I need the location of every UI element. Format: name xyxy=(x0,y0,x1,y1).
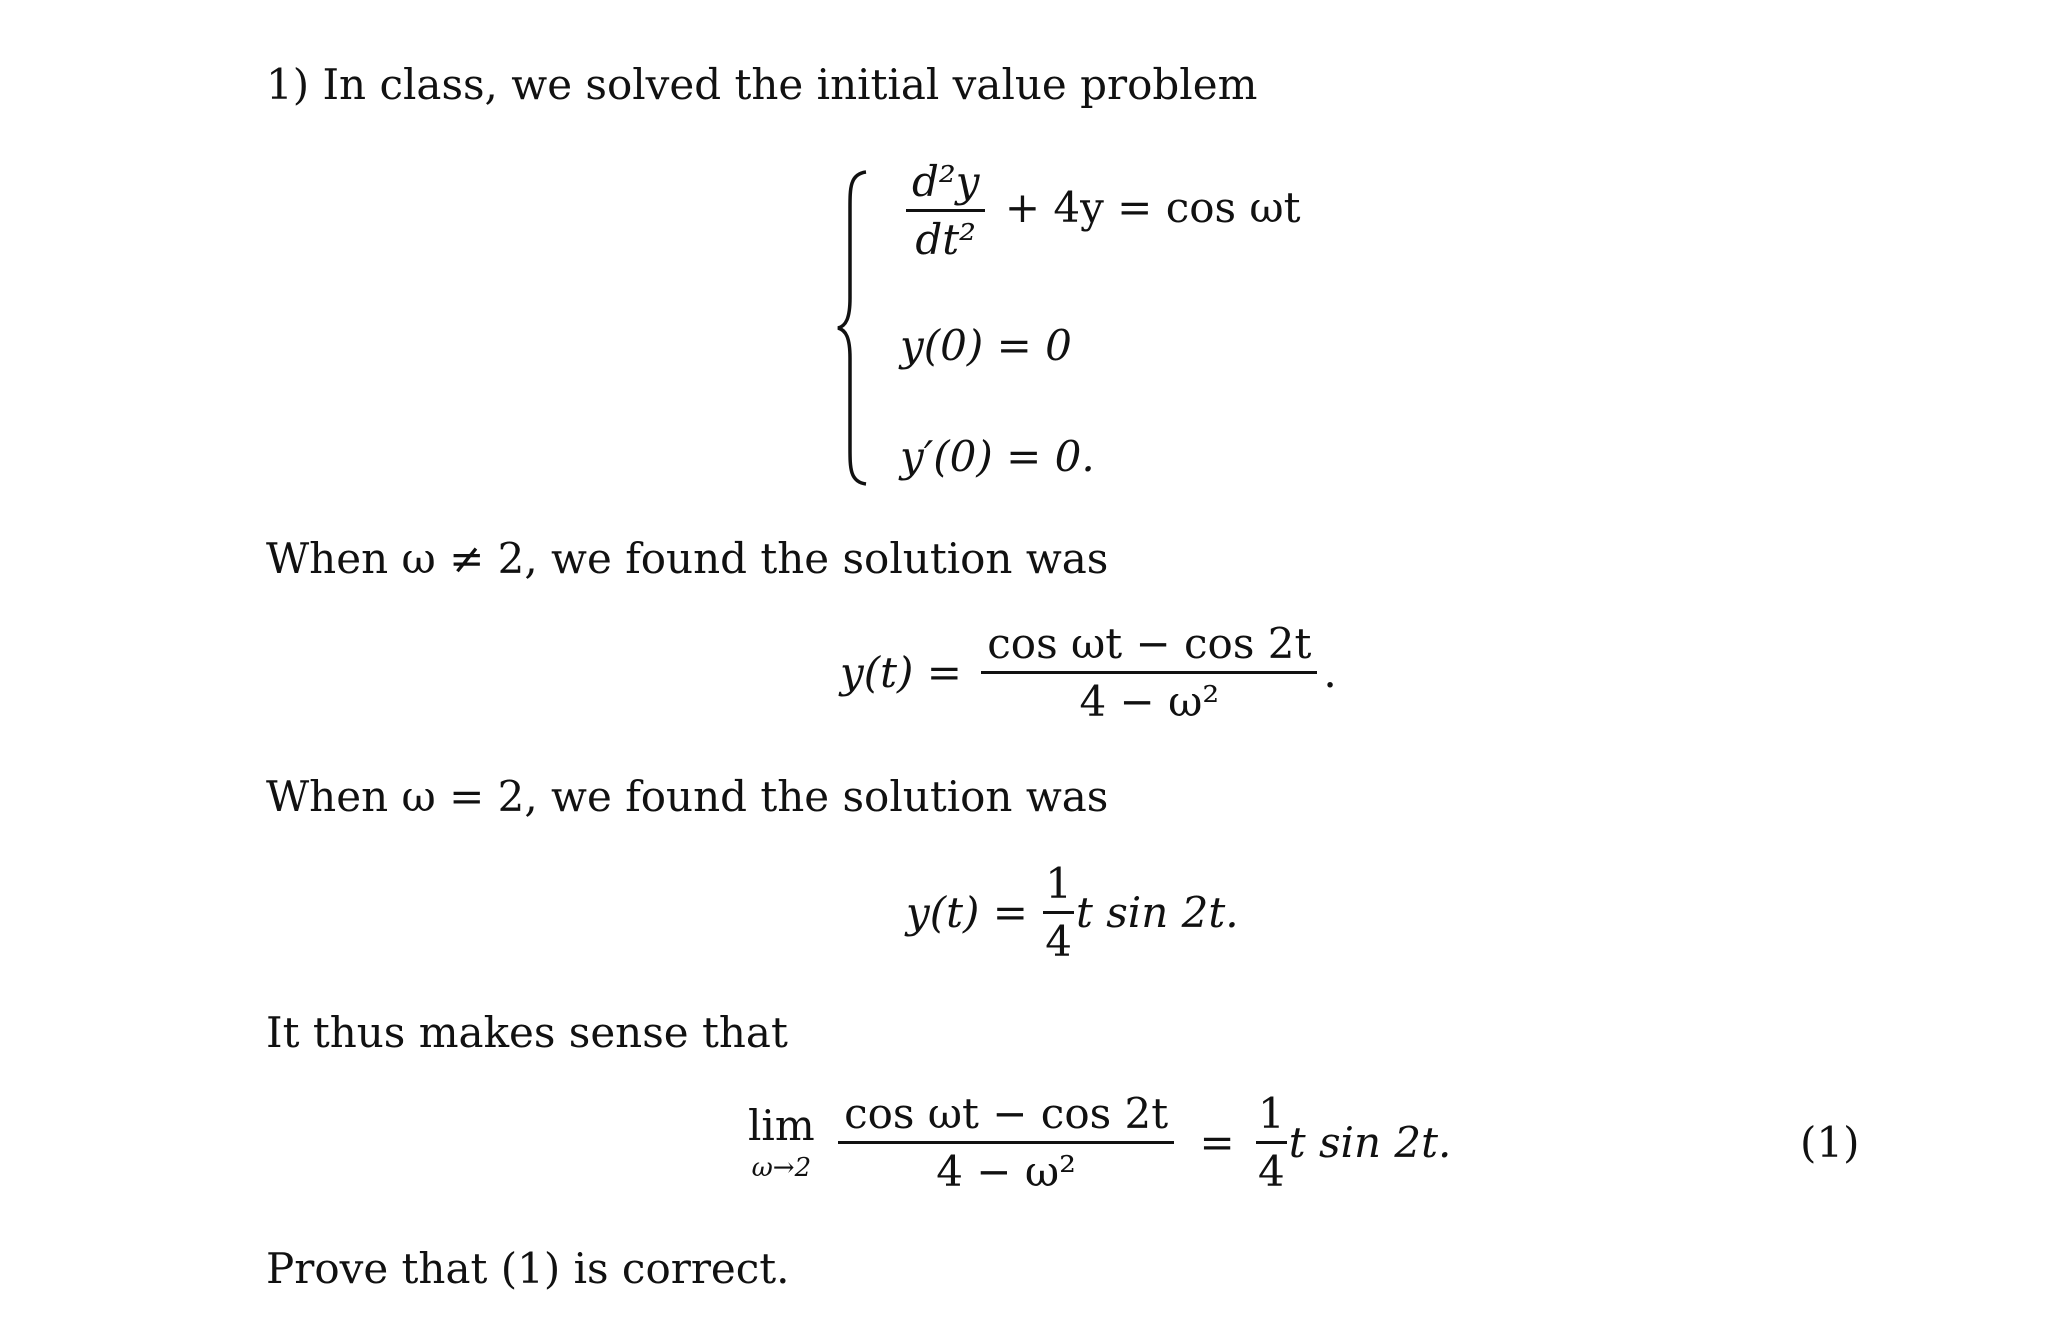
limit-rhs-rest: t sin 2t. xyxy=(1288,1118,1452,1168)
prove-text: Prove that (1) is correct. xyxy=(266,1244,790,1293)
ode-fraction-denominator: dt² xyxy=(915,215,977,265)
ode-equation xyxy=(900,157,1301,265)
lim-word: lim xyxy=(748,1101,815,1151)
case2-text: When ω = 2, we found the solution was xyxy=(266,772,1109,821)
left-brace xyxy=(836,168,876,488)
case1-lhs: y(t) = xyxy=(840,648,962,698)
fraction-bar xyxy=(838,1141,1174,1144)
ode-rhs: + 4y = cos ωt xyxy=(1004,183,1301,233)
case1-period: . xyxy=(1323,648,1337,698)
case2-rest: t sin 2t. xyxy=(1076,888,1239,938)
case2-solution xyxy=(906,859,1239,967)
limit-operator xyxy=(748,1101,815,1184)
equation-number: (1) xyxy=(1800,1118,1860,1167)
fraction-bar xyxy=(981,671,1317,674)
limit-rhs-numerator: 1 xyxy=(1258,1089,1285,1138)
initial-condition-1: y(0) = 0 xyxy=(900,321,1072,370)
limit-rhs-denominator: 4 xyxy=(1258,1147,1285,1197)
sense-text: It thus makes sense that xyxy=(266,1008,788,1057)
limit-equals: = xyxy=(1199,1118,1235,1168)
case1-fraction xyxy=(981,619,1317,727)
initial-condition-2: y′(0) = 0. xyxy=(900,432,1095,481)
fraction-bar xyxy=(1043,911,1074,914)
case1-denominator: 4 − ω² xyxy=(1079,677,1220,727)
case2-denominator: 4 xyxy=(1045,917,1073,967)
limit-numerator: cos ωt − cos 2t xyxy=(844,1089,1169,1138)
fraction-bar xyxy=(1256,1141,1287,1144)
limit-fraction xyxy=(838,1089,1174,1197)
case2-lhs: y(t) = xyxy=(906,888,1028,938)
case1-text: When ω ≠ 2, we found the solution was xyxy=(266,534,1109,583)
case1-numerator: cos ωt − cos 2t xyxy=(987,619,1312,668)
ode-fraction xyxy=(906,157,985,265)
fraction-bar xyxy=(906,209,985,212)
limit-denominator: 4 − ω² xyxy=(936,1147,1076,1197)
case1-solution xyxy=(840,619,1337,727)
limit-equation xyxy=(748,1089,1452,1197)
intro-text: 1) In class, we solved the initial value problem xyxy=(266,60,1258,109)
ode-fraction-numerator: d²y xyxy=(912,157,980,206)
limit-rhs-fraction xyxy=(1256,1089,1287,1197)
lim-subscript: ω→2 xyxy=(751,1153,812,1184)
case2-fraction xyxy=(1043,859,1074,967)
case2-numerator: 1 xyxy=(1045,859,1073,908)
